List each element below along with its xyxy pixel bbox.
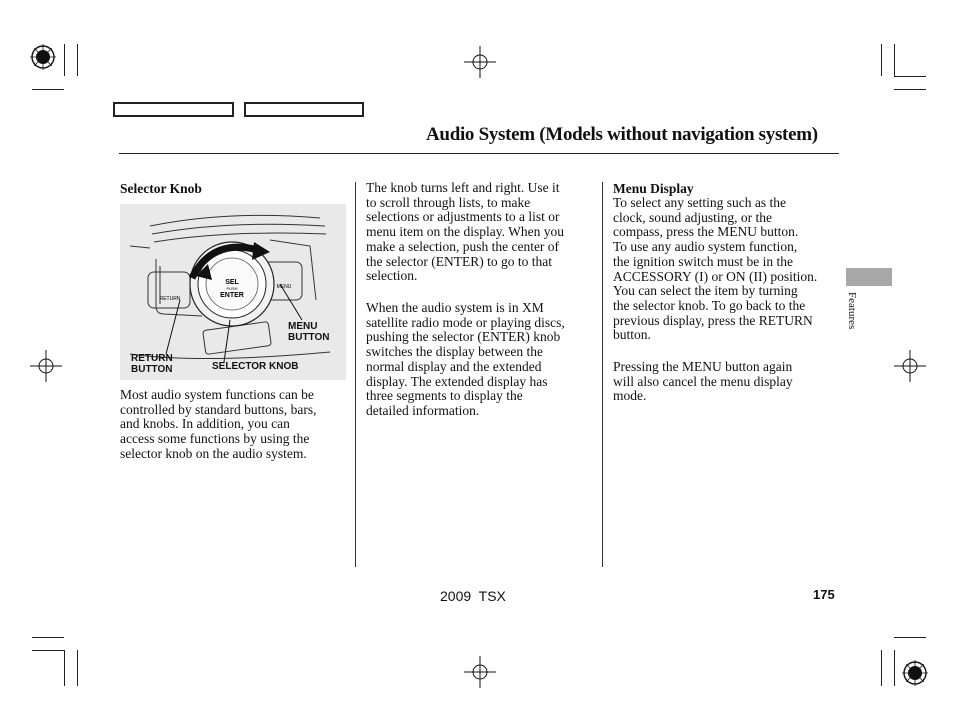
page-title: Audio System (Models without navigation system) [426, 124, 818, 145]
column-divider [355, 182, 356, 567]
body-paragraph: Pressing the MENU button again will also cancel the menu display mode. [613, 359, 793, 404]
menu-button-label: MENU BUTTON [288, 321, 330, 343]
crop-line [894, 76, 926, 77]
crop-line [881, 44, 882, 76]
crosshair-mark-top [464, 46, 496, 83]
selector-knob-figure [120, 204, 346, 380]
section-heading: Selector Knob [120, 181, 202, 196]
return-button-label: RETURN BUTTON [131, 353, 173, 375]
crop-line [64, 650, 65, 686]
crosshair-mark-bottom [464, 656, 496, 693]
registration-mark-top-left [30, 44, 56, 75]
crop-line [881, 650, 882, 686]
body-paragraph: When the audio system is in XM satellite radio mode or playing discs, pushing the selector (ENTER) knob switches the display between the normal display and the extended display. The extended display has three segments to display the detailed information. [366, 300, 565, 418]
body-paragraph: To select any setting such as the clock, sound adjusting, or the compass, press the MENU button. To use any audio system function, the ignition switch must be in the ACCESSORY (I) or ON (II) position. You can select the item by turning the selector knob. To go back to the previous display, press the RETURN button. [613, 195, 818, 343]
title-rule [119, 153, 839, 154]
section-side-tab [846, 268, 892, 286]
body-paragraph: The knob turns left and right. Use it to scroll through lists, to make selections or adjustments to a list or menu item on the display. When you make a selection, push the center of the selector (ENTER) to go to that selection. [366, 180, 564, 284]
crop-line [77, 44, 78, 76]
registration-mark-bottom-right [902, 660, 928, 691]
knob-sel-text: SEL [225, 279, 239, 286]
crop-line [32, 650, 64, 651]
crosshair-mark-left [30, 350, 62, 387]
crop-line [32, 637, 64, 638]
knob-push-text: PUSH [226, 286, 238, 291]
return-button-text: RETURN [159, 296, 181, 302]
crop-line [32, 89, 64, 90]
footer-model: 2009 TSX [440, 588, 506, 604]
knob-enter-text: ENTER [220, 292, 244, 299]
header-tab-box [113, 102, 234, 117]
crop-line [894, 637, 926, 638]
section-side-label: Features [846, 292, 858, 330]
crop-line [894, 89, 926, 90]
section-heading: Menu Display [613, 181, 694, 196]
header-tab-box [244, 102, 364, 117]
column-divider [602, 182, 603, 567]
crop-line [894, 44, 895, 76]
page-number: 175 [813, 587, 835, 602]
crop-line [64, 44, 65, 76]
body-paragraph: Most audio system functions can be controlled by standard buttons, bars, and knobs. In addition, you can access some functions by using the selector knob on the audio system. [120, 387, 317, 461]
crop-line [77, 650, 78, 686]
selector-knob-label: SELECTOR KNOB [212, 361, 299, 372]
crosshair-mark-right [894, 350, 926, 387]
crop-line [894, 650, 895, 686]
menu-button-text: MENU [276, 284, 292, 290]
